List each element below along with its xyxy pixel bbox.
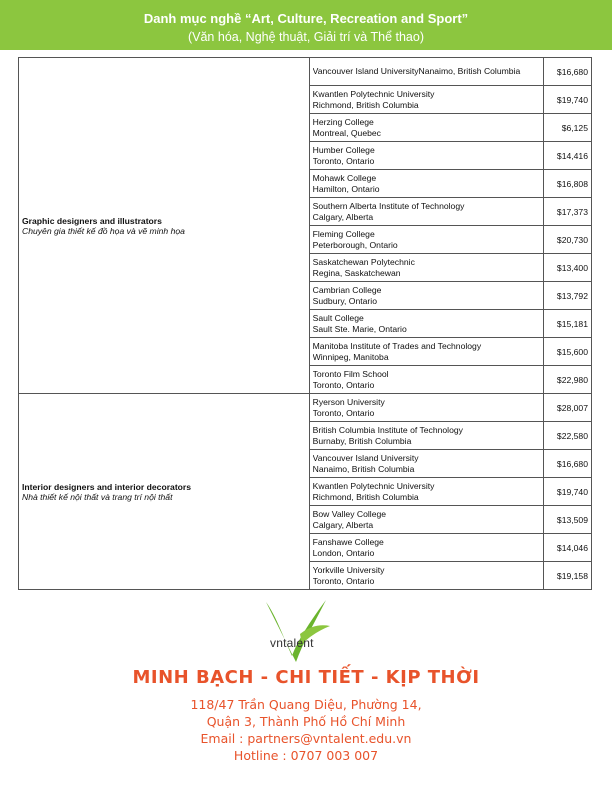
tuition-table — [18, 57, 592, 590]
tuition-fee: $17,373 — [544, 198, 592, 226]
vntalent-leaf-logo-icon — [256, 596, 356, 666]
school-name: Vancouver Island UniversityNanaimo, British Columbia — [312, 66, 521, 76]
school-cell — [309, 282, 544, 310]
school-location: Richmond, British Columbia — [312, 491, 419, 502]
school-cell — [309, 86, 544, 114]
school-location: Peterborough, Ontario — [312, 239, 398, 250]
school-cell — [309, 478, 544, 506]
school-cell — [309, 198, 544, 226]
tuition-fee: $15,181 — [544, 310, 592, 338]
address-line-2: Quận 3, Thành Phố Hồ Chí Minh — [206, 714, 406, 729]
school-cell — [309, 170, 544, 198]
occupation-name-vi: Chuyên gia thiết kế đồ họa và vẽ minh họa — [22, 225, 185, 236]
school-location: Toronto, Ontario — [312, 379, 375, 390]
tuition-fee: $16,808 — [544, 170, 592, 198]
school-cell — [309, 114, 544, 142]
tuition-fee: $6,125 — [544, 114, 592, 142]
tuition-fee: $20,730 — [544, 226, 592, 254]
school-location: Toronto, Ontario — [312, 575, 375, 586]
tuition-fee: $16,680 — [544, 450, 592, 478]
school-location: Calgary, Alberta — [312, 211, 374, 222]
tuition-fee: $16,680 — [544, 58, 592, 86]
school-location: Toronto, Ontario — [312, 155, 375, 166]
school-cell — [309, 58, 544, 86]
school-location: Sudbury, Ontario — [312, 295, 377, 306]
school-name: British Columbia Institute of Technology — [312, 424, 463, 435]
school-name: Southern Alberta Institute of Technology — [312, 200, 465, 211]
table-row — [19, 394, 592, 422]
page-header — [0, 0, 612, 50]
tuition-fee: $19,740 — [544, 86, 592, 114]
school-location: Regina, Saskatchewan — [312, 267, 401, 278]
tuition-fee: $19,158 — [544, 562, 592, 590]
school-cell — [309, 562, 544, 590]
school-cell — [309, 506, 544, 534]
slogan: MINH BẠCH - CHI TIẾT - KỊP THỜI — [132, 667, 480, 688]
school-name: Fanshawe College — [312, 536, 384, 547]
school-cell — [309, 226, 544, 254]
school-name: Herzing College — [312, 116, 374, 127]
table-row — [19, 58, 592, 86]
occupation-name-en: Interior designers and interior decorators — [22, 481, 192, 492]
school-cell — [309, 310, 544, 338]
school-location: London, Ontario — [312, 547, 375, 558]
address-line-1: 118/47 Trần Quang Diệu, Phường 14, — [190, 697, 422, 712]
school-cell — [309, 142, 544, 170]
tuition-fee: $14,416 — [544, 142, 592, 170]
tuition-fee: $22,980 — [544, 366, 592, 394]
school-location: Toronto, Ontario — [312, 407, 375, 418]
school-name: Fleming College — [312, 228, 375, 239]
logo-wordmark: vntalent — [270, 636, 314, 650]
school-cell — [309, 366, 544, 394]
hotline: Hotline : 0707 003 007 — [233, 748, 379, 763]
tuition-fee: $14,046 — [544, 534, 592, 562]
occupation-name-vi: Nhà thiết kế nội thất và trang trí nội thất — [22, 491, 173, 502]
school-location: Nanaimo, British Columbia — [312, 463, 415, 474]
school-name: Kwantlen Polytechnic University — [312, 88, 435, 99]
school-name: Toronto Film School — [312, 368, 389, 379]
school-cell — [309, 338, 544, 366]
tuition-fee: $19,740 — [544, 478, 592, 506]
school-location: Sault Ste. Marie, Ontario — [312, 323, 407, 334]
school-name: Cambrian College — [312, 284, 382, 295]
occupation-cell — [19, 394, 310, 590]
school-name: Kwantlen Polytechnic University — [312, 480, 435, 491]
school-name: Humber College — [312, 144, 375, 155]
school-name: Vancouver Island University — [312, 452, 419, 463]
school-location: Winnipeg, Manitoba — [312, 351, 389, 362]
tuition-fee: $13,400 — [544, 254, 592, 282]
school-location: Hamilton, Ontario — [312, 183, 380, 194]
school-location: Calgary, Alberta — [312, 519, 374, 530]
school-cell — [309, 394, 544, 422]
tuition-fee: $13,509 — [544, 506, 592, 534]
school-name: Ryerson University — [312, 396, 385, 407]
school-name: Manitoba Institute of Trades and Technology — [312, 340, 482, 351]
occupation-cell — [19, 58, 310, 394]
tuition-fee: $28,007 — [544, 394, 592, 422]
school-cell — [309, 534, 544, 562]
school-location: Burnaby, British Columbia — [312, 435, 412, 446]
school-cell — [309, 254, 544, 282]
page-title: Danh mục nghề “Art, Culture, Recreation and Sport” — [143, 11, 469, 26]
school-cell — [309, 450, 544, 478]
school-cell — [309, 422, 544, 450]
email-link[interactable]: Email : partners@vntalent.edu.vn — [200, 731, 412, 746]
tuition-fee: $15,600 — [544, 338, 592, 366]
occupation-name-en: Graphic designers and illustrators — [22, 215, 162, 226]
page-subtitle: (Văn hóa, Nghệ thuật, Giải trí và Thể thao) — [187, 30, 425, 44]
school-name: Yorkville University — [312, 564, 385, 575]
tuition-fee: $13,792 — [544, 282, 592, 310]
school-name: Saskatchewan Polytechnic — [312, 256, 415, 267]
school-name: Sault College — [312, 312, 364, 323]
school-location: Montreal, Quebec — [312, 127, 381, 138]
school-name: Mohawk College — [312, 172, 377, 183]
tuition-fee: $22,580 — [544, 422, 592, 450]
school-location: Richmond, British Columbia — [312, 99, 419, 110]
school-name: Bow Valley College — [312, 508, 387, 519]
